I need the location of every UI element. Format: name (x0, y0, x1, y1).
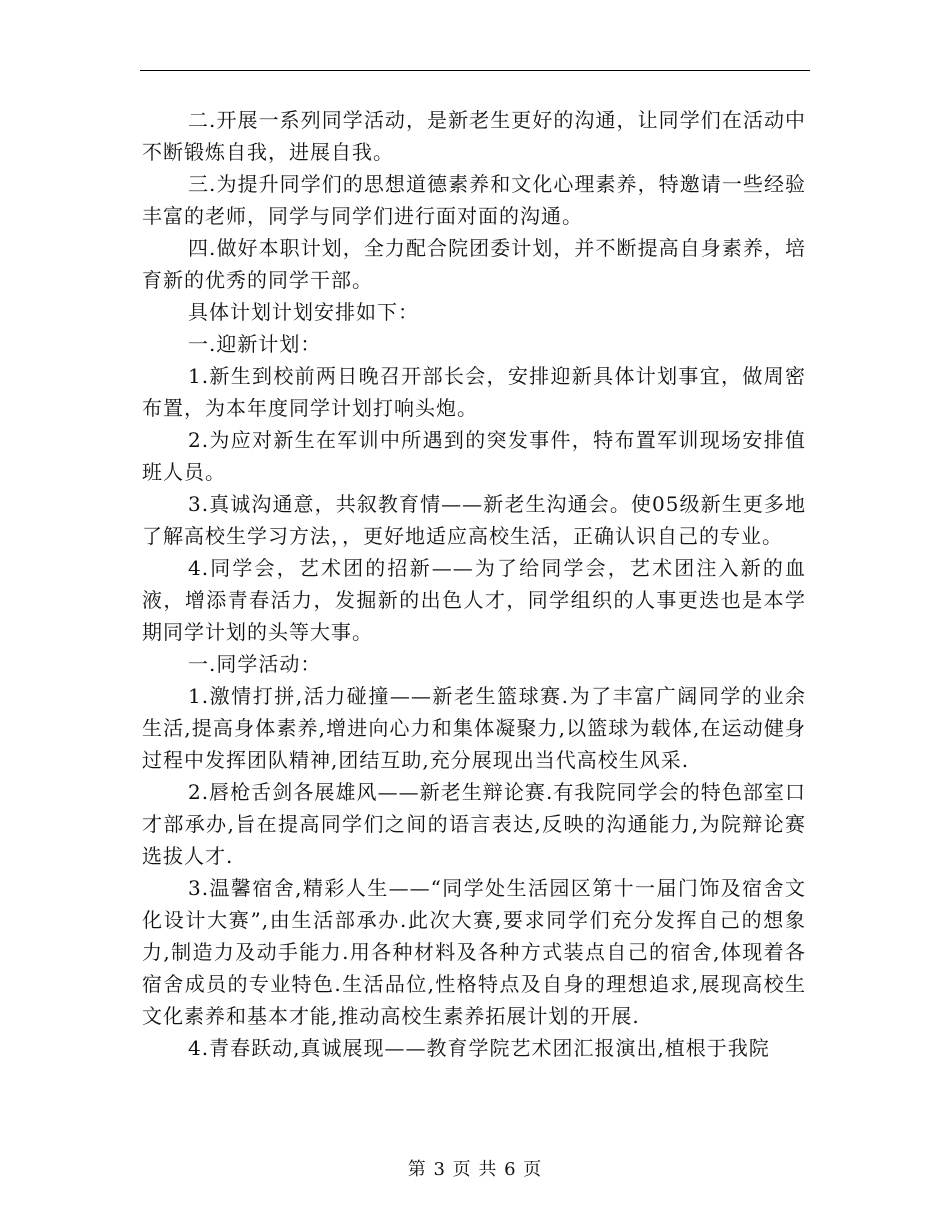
paragraph: 具体计划计划安排如下： (188, 300, 419, 324)
paragraph: 1.新生到校前两日晚召开部长会，安排迎新具体计划事宜，做周密布置，为本年度同学计划打响头炮。 (142, 364, 806, 420)
page-footer: 第 3 页 共 6 页 (407, 1159, 543, 1180)
paragraph: 3.真诚沟通意，共叙教育情——新老生沟通会。使05级新生更多地了解高校生学习方法，，更好地适应高校生活，正确认识自己的专业。 (142, 492, 806, 548)
paragraph: 二.开展一系列同学活动，是新老生更好的沟通，让同学们在活动中不断锻炼自我，进展自我。 (142, 108, 806, 164)
paragraph: 三.为提升同学们的思想道德素养和文化心理素养，特邀请一些经验丰富的老师，同学与同学们进行面对面的沟通。 (142, 172, 806, 228)
paragraph: 4.青春跃动,真诚展现——教育学院艺术团汇报演出,植根于我院 (188, 1036, 770, 1060)
section-heading: 一.迎新计划： (188, 332, 322, 356)
paragraph: 1.激情打拼,活力碰撞——新老生篮球赛.为了丰富广阔同学的业余生活,提高身体素养,增进向心力和集体凝聚力,以篮球为载体,在运动健身过程中发挥团队精神,团结互助,充分展现出当代高校生风采. (142, 684, 806, 772)
paragraph: 2.唇枪舌剑各展雄风——新老生辩论赛.有我院同学会的特色部室口才部承办,旨在提高同学们之间的语言表达,反映的沟通能力,为院辩论赛选拔人才. (142, 780, 806, 868)
header-rule (140, 70, 810, 71)
paragraph: 4.同学会，艺术团的招新——为了给同学会，艺术团注入新的血液，增添青春活力，发掘新的出色人才，同学组织的人事更迭也是本学期同学计划的头等大事。 (142, 556, 806, 644)
document-body (142, 104, 806, 1064)
paragraph: 3.温馨宿舍,精彩人生——“同学处生活园区第十一届门饰及宿舍文化设计大赛”,由生活部承办.此次大赛,要求同学们充分发挥自己的想象力,制造力及动手能力.用各种材料及各种方式装点自己的宿舍,体现着各宿舍成员的专业特色.生活品位,性格特点及自身的理想追求,展现高校生文化素养和基本才能,推动高校生素养拓展计划的开展. (142, 876, 806, 1028)
paragraph: 2.为应对新生在军训中所遇到的突发事件，特布置军训现场安排值班人员。 (142, 428, 806, 484)
section-heading: 一.同学活动： (188, 652, 322, 676)
paragraph: 四.做好本职计划，全力配合院团委计划，并不断提高自身素养，培育新的优秀的同学干部。 (142, 236, 806, 292)
